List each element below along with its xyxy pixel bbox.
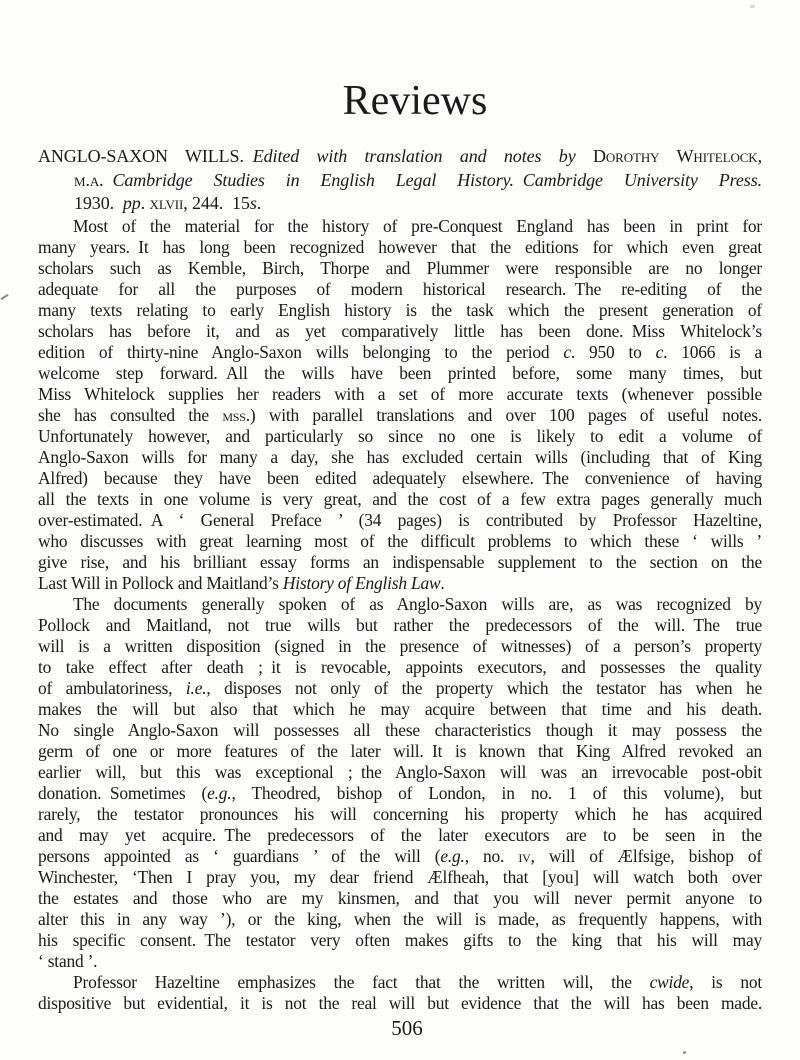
text-line: his specific consent. The testator very often makes gifts to the king that his will may	[38, 930, 762, 950]
text-line: rarely, the testator pronounces his will concerning his property which he has acquired	[38, 804, 762, 824]
text-line: welcome step forward. All the wills have been printed before, some many times, but	[38, 363, 762, 383]
text-line: The documents generally spoken of as Anglo-Saxon wills are, as was recognized by	[73, 594, 762, 614]
book-citation	[38, 145, 762, 216]
citation-line: ANGLO-SAXON WILLS. Edited with translation and notes by Dorothy Whitelock,	[38, 146, 762, 166]
text-line: many texts relating to early English history is the task which the present generation of	[38, 300, 762, 320]
italic-text: Edited with translation and notes by	[252, 146, 593, 166]
page-number: 506	[391, 1016, 423, 1040]
review-body	[38, 216, 762, 1014]
text-line: donation. Sometimes (e.g., Theodred, bishop of London, in no. 1 of this volume), but	[38, 783, 762, 803]
text-line: she has consulted the mss.) with parallel translations and over 100 pages of useful notes.	[38, 405, 762, 425]
text-line: Unfortunately however, and particularly so since no one is likely to edit a volume of	[38, 426, 762, 446]
text-line: ‘ stand ’.	[38, 951, 98, 971]
text-line: germ of one or more features of the later will. It is known that King Alfred revoked an	[38, 741, 762, 761]
text-line: many years. It has long been recognized however that the editions for which even great	[38, 237, 762, 257]
italic-text: e.g.	[207, 783, 232, 803]
text-line: give rise, and his brilliant essay forms an indispensable supplement to the section on the	[38, 552, 762, 572]
text-line: who discusses with great learning most of the difficult problems to which these ‘ wills ’	[38, 531, 762, 551]
scan-artifact	[683, 1051, 686, 1054]
text-line: Anglo-Saxon wills for many a day, she has excluded certain wills (including that of King	[38, 447, 762, 467]
text-line: Most of the material for the history of pre-Conquest England has been in print for	[73, 216, 762, 236]
citation-line	[38, 169, 762, 193]
text-line: Pollock and Maitland, not true wills but rather the predecessors of the will. The true	[38, 615, 762, 635]
section-title: Reviews	[342, 78, 488, 124]
italic-text: cwide	[649, 972, 690, 992]
text-line: of ambulatoriness, i.e., disposes not only of the property which the testator has when he	[38, 678, 762, 698]
italic-text: pp	[122, 193, 141, 213]
text-line: all the texts in one volume is very great, and the cost of a few extra pages generally much	[38, 489, 762, 509]
text-line: Miss Whitelock supplies her readers with a set of more accurate texts (whenever possible	[38, 384, 762, 404]
text-line: will is a written disposition (signed in the presence of witnesses) of a person’s property	[38, 636, 762, 656]
scan-artifact	[750, 5, 755, 8]
small-caps-text: mss	[222, 405, 246, 425]
italic-text: i.e.	[185, 678, 207, 698]
italic-text: c	[563, 342, 571, 362]
text-line: persons appointed as ‘ guardians ’ of the will (e.g., no. iv, will of Ælfsige, bishop of	[38, 846, 763, 866]
text-line: and may yet acquire. The predecessors of the later executors are to be seen in the	[38, 825, 762, 845]
text-line: dispositive but evidential, it is not the real will but evidence that the will has been made.	[38, 993, 762, 1013]
text-line: over-estimated. A ‘ General Preface ’ (34 pages) is contributed by Professor Hazeltine,	[38, 510, 762, 530]
small-caps-text: m.a.	[74, 169, 104, 190]
text-line: Alfred) because they have been edited adequately elsewhere. The convenience of having	[38, 468, 762, 488]
small-caps-text: iv	[518, 846, 531, 866]
text-line: scholars such as Kemble, Birch, Thorpe and Plummer were responsible are no longer	[38, 258, 762, 278]
italic-text: e.g.	[440, 846, 465, 866]
text-line: makes the will but also that which he may acquire between that time and his death.	[38, 699, 762, 719]
text-line: Professor Hazeltine emphasizes the fact that the written will, the cwide, is not	[73, 972, 762, 992]
text-line: Last Will in Pollock and Maitland’s History of English Law.	[38, 573, 445, 593]
text-line: to take effect after death ; it is revocable, appoints executors, and possesses the quality	[38, 657, 762, 677]
text-line: Winchester, ‘Then I pray you, my dear friend Ælfheah, that [you] will watch both over	[38, 867, 762, 887]
italic-text: c	[655, 342, 664, 362]
citation-line: 1930. pp. xlvii, 244. 15s.	[74, 193, 262, 213]
italic-text: s	[249, 193, 257, 213]
text-line: scholars has before it, and as yet comparatively little has been done. Miss Whitelock’s	[38, 321, 762, 341]
text-line: earlier will, but this was exceptional ; the Anglo-Saxon will was an irrevocable post-obit	[38, 762, 762, 782]
small-caps-text: xlvii	[149, 193, 184, 213]
text-line: edition of thirty-nine Anglo-Saxon wills belonging to the period c. 950 to c. 1066 is a	[38, 342, 762, 362]
text-line: No single Anglo-Saxon will possesses all these characteristics though it may possess the	[38, 720, 762, 740]
text-line: the estates and those who are my kinsmen, and that you will never permit anyone to	[38, 888, 762, 908]
scan-artifact	[0, 294, 9, 300]
text-line: alter this in any way ’), or the king, when the will is made, as frequently happens, with	[38, 909, 762, 929]
text-line: adequate for all the purposes of modern historical research. The re-editing of the	[38, 279, 762, 299]
small-caps-text: Dorothy Whitelock	[592, 146, 758, 166]
italic-text: History of English Law	[282, 573, 441, 593]
italic-text: Cambridge Studies in English Legal History. Cambridge University Press.	[112, 169, 762, 190]
